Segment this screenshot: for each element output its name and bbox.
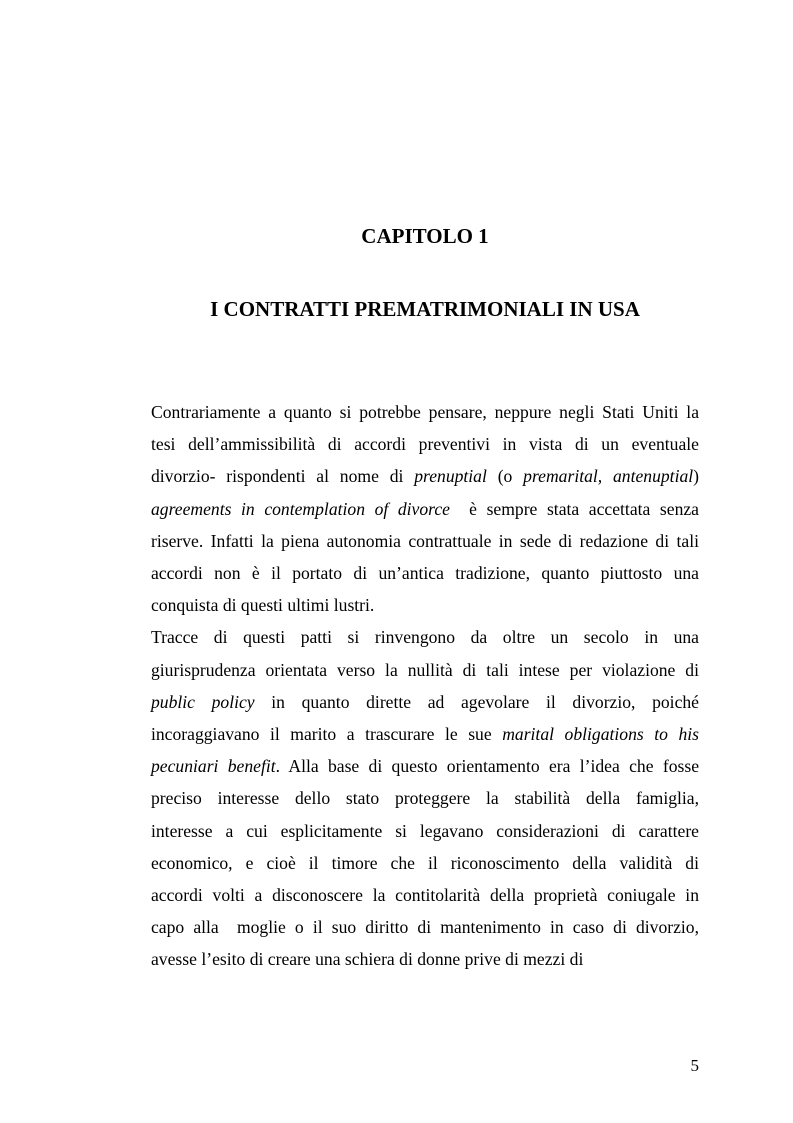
text-line [151,943,699,975]
text-line [151,911,699,943]
italic-text: pecuniari benefit [151,756,276,777]
text-run: tesi dell’ammissibilità di accordi preventivi in vista di un eventuale [151,434,699,455]
text-line [151,589,699,621]
text-run: Contrariamente a quanto si potrebbe pensare, neppure negli Stati Uniti la [151,402,699,422]
text-line [151,557,699,589]
text-line [151,815,699,847]
text-line [151,782,699,814]
text-line [151,750,699,782]
italic-text: public policy [151,691,255,712]
text-line [151,525,699,557]
text-run: (o [486,466,524,487]
text-line [151,493,699,525]
text-run: preciso interesse dello stato proteggere la stabilità della famiglia, [151,788,699,809]
text-run: riserve. Infatti la piena autonomia contrattuale in sede di redazione di tali [151,530,699,551]
text-line [151,396,699,428]
text-run: interesse a cui esplicitamente si legavano considerazioni di carattere [151,820,699,841]
text-run: giurisprudenza orientata verso la nullità di tali intese per violazione di [151,659,699,680]
text-line [151,879,699,911]
text-line [151,460,699,492]
body-text [151,396,699,976]
text-run: capo alla moglie o il suo diritto di mantenimento in caso di divorzio, [151,917,699,938]
text-run: divorzio- rispondenti al nome di [151,466,415,487]
text-line [151,621,699,653]
italic-text: premarital, antenuptial [523,466,694,487]
text-run: ) [693,466,699,487]
text-run: economico, e cioè il timore che il riconoscimento della validità di [151,852,699,873]
text-run: è sempre stata accettata senza [449,498,699,519]
italic-text: agreements in contemplation of divorce [151,498,450,519]
text-run: Tracce di questi patti si rinvengono da oltre un secolo in una [151,627,699,648]
text-run: accordi volti a disconoscere la contitolarità della proprietà coniugale in [151,885,699,906]
text-line [151,686,699,718]
chapter-number: CAPITOLO 1 [361,224,489,248]
text-run: conquista di questi ultimi lustri. [151,595,375,616]
text-line [151,718,699,750]
text-run: incoraggiavano il marito a trascurare le sue [151,724,503,745]
page-number: 5 [690,1056,699,1075]
italic-text: prenuptial [414,466,487,487]
text-line [151,654,699,686]
text-run: . Alla base di questo orientamento era l’idea che fosse [275,756,700,777]
paragraph [151,396,699,621]
text-run: avesse l’esito di creare una schiera di donne prive di mezzi di [151,949,584,970]
text-line [151,428,699,460]
text-run: in quanto dirette ad agevolare il divorzio, poiché [254,691,699,712]
text-line [151,847,699,879]
chapter-title: I CONTRATTI PREMATRIMONIALI IN USA [210,297,640,321]
text-run: accordi non è il portato di un’antica tradizione, quanto piuttosto una [151,563,699,584]
italic-text: marital obligations to his [502,724,699,745]
paragraph [151,621,699,975]
